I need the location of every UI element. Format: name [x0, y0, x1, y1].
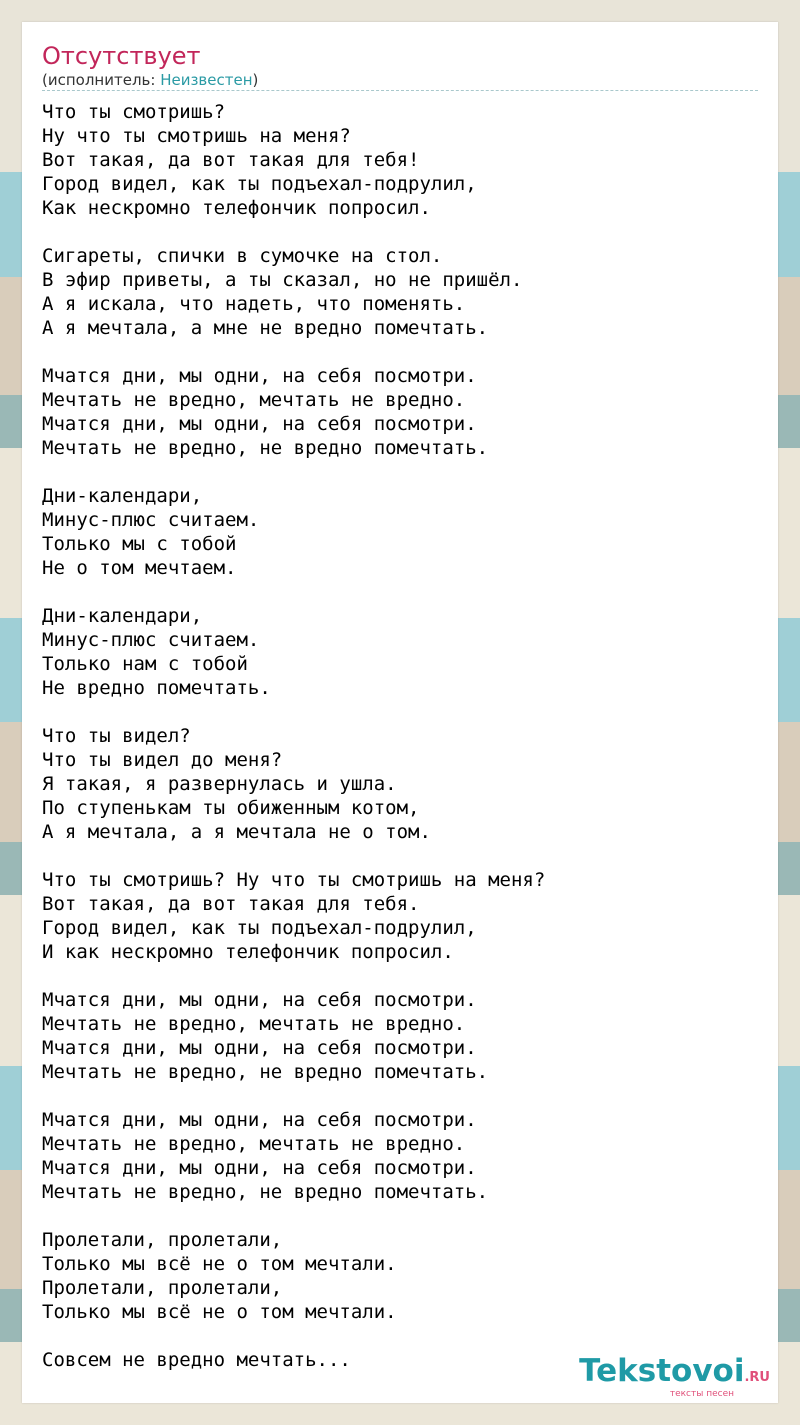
lyrics-line: Мечтать не вредно, мечтать не вредно. [42, 389, 466, 411]
lyrics-line: Как нескромно телефончик попросил. [42, 197, 431, 219]
lyrics-line: Вот такая, да вот такая для тебя! [42, 149, 420, 171]
lyrics-line: Дни-календари, [42, 485, 203, 507]
site-logo[interactable] [560, 1355, 770, 1399]
lyrics-line: Мчатся дни, мы одни, на себя посмотри. [42, 413, 477, 435]
lyrics-line: Мечтать не вредно, не вредно помечтать. [42, 1181, 489, 1203]
lyrics-line: Мечтать не вредно, не вредно помечтать. [42, 1061, 489, 1083]
lyrics-line: А я мечтала, а мне не вредно помечтать. [42, 317, 489, 339]
lyrics-line: Город видел, как ты подъехал-подрулил, [42, 917, 477, 939]
lyrics-line: Пролетали, пролетали, [42, 1229, 283, 1251]
artist-prefix: (исполнитель: [42, 71, 161, 89]
lyrics-line: В эфир приветы, а ты сказал, но не пришёл. [42, 269, 523, 291]
lyrics-line: Мчатся дни, мы одни, на себя посмотри. [42, 1109, 477, 1131]
lyrics-line: И как нескромно телефончик попросил. [42, 941, 454, 963]
lyrics-line: Мчатся дни, мы одни, на себя посмотри. [42, 365, 477, 387]
logo-wordmark: Tekstovoi [579, 1353, 745, 1389]
lyrics-line: Мечтать не вредно, не вредно помечтать. [42, 437, 489, 459]
lyrics-line: Мечтать не вредно, мечтать не вредно. [42, 1013, 466, 1035]
lyrics-line: Что ты видел до меня? [42, 749, 283, 771]
lyrics-line: Не вредно помечтать. [42, 677, 271, 699]
lyrics-line: Сигареты, спички в сумочке на стол. [42, 245, 443, 267]
lyrics-line: А я мечтала, а я мечтала не о том. [42, 821, 431, 843]
lyrics-line: Город видел, как ты подъехал-подрулил, [42, 173, 477, 195]
lyrics-line: Минус-плюс считаем. [42, 509, 260, 531]
lyrics-line: Только мы с тобой [42, 533, 237, 555]
lyrics-line: Не о том мечтаем. [42, 557, 237, 579]
lyrics-line: Что ты смотришь? Ну что ты смотришь на меня? [42, 869, 546, 891]
lyrics-line: Дни-календари, [42, 605, 203, 627]
lyrics-line: Совсем не вредно мечтать... [42, 1349, 351, 1371]
lyrics-line: Вот такая, да вот такая для тебя. [42, 893, 420, 915]
logo-domain: .RU [744, 1370, 770, 1385]
song-title: Отсутствует [42, 42, 201, 70]
lyrics-line: Только нам с тобой [42, 653, 248, 675]
lyrics-line: Что ты видел? [42, 725, 191, 747]
artist-line [42, 71, 258, 89]
lyrics-line: Пролетали, пролетали, [42, 1277, 283, 1299]
lyrics-line: Мчатся дни, мы одни, на себя посмотри. [42, 1157, 477, 1179]
lyrics-line: Что ты смотришь? [42, 101, 226, 123]
lyrics-line: По ступенькам ты обиженным котом, [42, 797, 420, 819]
lyrics-card [22, 22, 778, 1403]
lyrics-line: Я такая, я развернулась и ушла. [42, 773, 397, 795]
lyrics-line: Мчатся дни, мы одни, на себя посмотри. [42, 989, 477, 1011]
logo-subtitle: тексты песен [669, 1389, 734, 1399]
artist-suffix: ) [252, 71, 259, 89]
lyrics-line: Только мы всё не о том мечтали. [42, 1253, 397, 1275]
lyrics-line: Только мы всё не о том мечтали. [42, 1301, 397, 1323]
lyrics-line: Ну что ты смотришь на меня? [42, 125, 351, 147]
lyrics-line: Мечтать не вредно, мечтать не вредно. [42, 1133, 466, 1155]
lyrics-line: Минус-плюс считаем. [42, 629, 260, 651]
lyrics-line: Мчатся дни, мы одни, на себя посмотри. [42, 1037, 477, 1059]
lyrics-text [42, 100, 545, 1372]
lyrics-line: А я искала, что надеть, что поменять. [42, 293, 466, 315]
artist-link[interactable]: Неизвестен [160, 71, 253, 89]
title-divider [42, 90, 758, 91]
